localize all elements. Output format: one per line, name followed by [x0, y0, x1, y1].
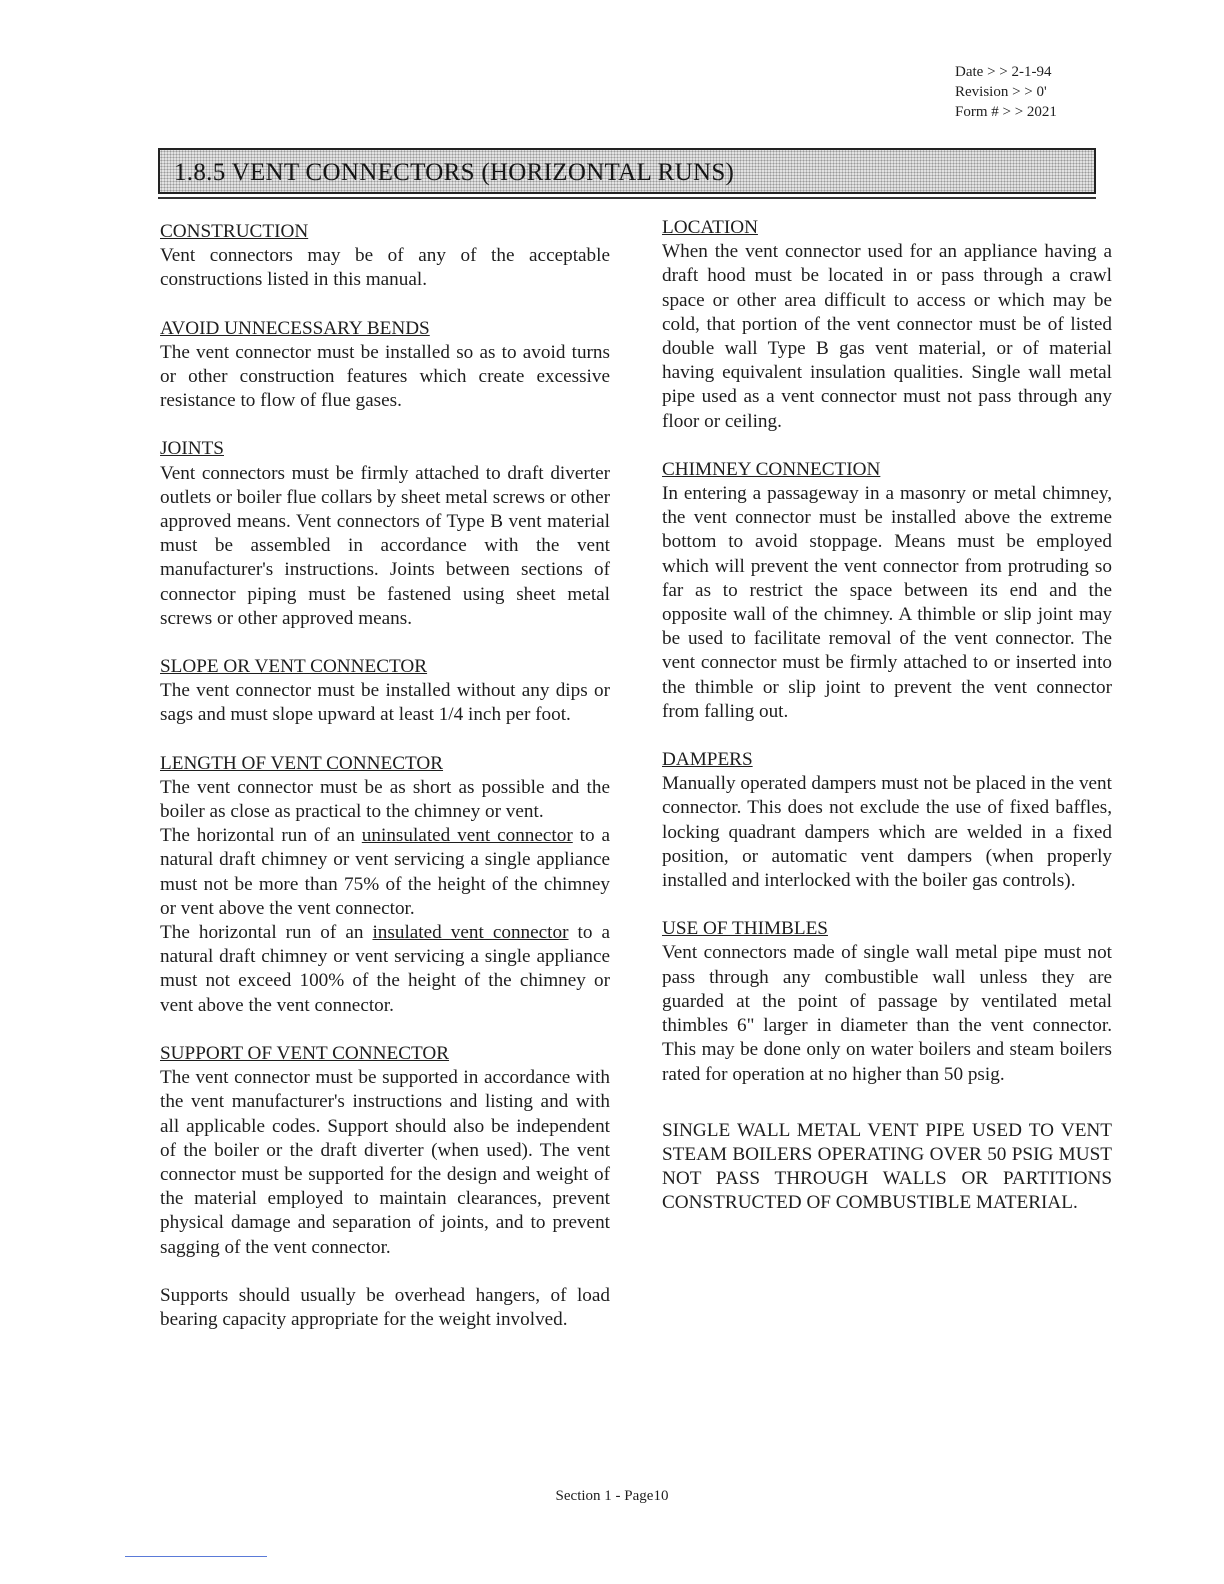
- length-text-3-pre: The horizontal run of an: [160, 922, 373, 944]
- page-footer: Section 1 - Page10: [555, 1488, 669, 1504]
- support-heading: SUPPORT OF VENT CONNECTOR: [160, 1042, 450, 1064]
- length-text-2-post: to a natural draft chimney or vent servicing a single appliance must not be more than 75% of the height of the chimney or vent above the vent connector.: [160, 825, 610, 919]
- length-text-1: The vent connector must be as short as possible and the boiler as close as practical to the chimney or vent.: [160, 776, 610, 823]
- dampers-heading: DAMPERS: [662, 749, 753, 771]
- bends-heading: AVOID UNNECESSARY BENDS: [160, 317, 430, 339]
- length-heading: LENGTH OF VENT CONNECTOR: [160, 752, 444, 774]
- slope-section: [160, 655, 610, 728]
- slope-heading: SLOPE OR VENT CONNECTOR: [160, 656, 428, 678]
- date-line: Date > > 2-1-94: [955, 64, 1052, 80]
- bends-text: The vent connector must be installed so as to avoid turns or other construction features which create excessive resistance to flow of flue gases.: [160, 341, 610, 412]
- support-section: [160, 1042, 610, 1260]
- form-number-line: Form # > > 2021: [955, 104, 1057, 120]
- joints-heading: JOINTS: [160, 438, 224, 460]
- uninsulated-connector-term: uninsulated vent connector: [361, 825, 573, 847]
- construction-heading: CONSTRUCTION: [160, 221, 309, 242]
- chimney-heading: CHIMNEY CONNECTION: [662, 458, 881, 480]
- joints-text: Vent connectors must be firmly attached to draft diverter outlets or boiler flue collars by sheet metal screws or other approved means. Vent connectors of Type B vent material must be assembled in accordance with the vent manufacturer's instructions. Joints between sections of connector piping must be fastened using sheet metal screws or other approved means.: [160, 462, 610, 629]
- warning-text: SINGLE WALL METAL VENT PIPE USED TO VENT STEAM BOILERS OPERATING OVER 50 PSIG MUST NOT PASS THROUGH WALLS OR PARTITIONS CONSTRUCTED OF COMBUSTIBLE MATERIAL.: [662, 1119, 1112, 1214]
- length-section: [160, 752, 610, 1018]
- construction-text: Vent connectors may be of any of the acceptable constructions listed in this manual.: [160, 245, 610, 291]
- length-text-3-post: to a natural draft chimney or vent servicing a single appliance must not exceed 100% of the height of the chimney or vent above the vent connector.: [160, 922, 611, 1016]
- length-text-2: [160, 824, 610, 921]
- location-heading: LOCATION: [662, 217, 758, 238]
- chimney-text: In entering a passageway in a masonry or metal chimney, the vent connector must be installed above the extreme bottom to avoid stoppage. Means must be employed which will prevent the vent connector from protruding so far as to restrict the space between its end and the opposite wall of the chimney. A thimble or slip joint may be used to facilitate removal of the vent connector. The vent connector must be firmly attached to or inserted into the thimble or slip joint to prevent the vent connector from falling out.: [662, 483, 1112, 722]
- document-meta: [955, 62, 1057, 122]
- supports-note-section: [160, 1284, 610, 1332]
- title-underline-rule: [158, 197, 1096, 199]
- bends-section: [160, 317, 610, 414]
- left-column: [160, 220, 610, 1356]
- revision-line: Revision > > 0': [955, 84, 1047, 100]
- dampers-section: [662, 748, 1112, 893]
- section-title: 1.8.5 VENT CONNECTORS (HORIZONTAL RUNS): [174, 159, 735, 186]
- joints-section: [160, 437, 610, 631]
- length-text-3: [160, 921, 610, 1018]
- right-column: [662, 216, 1112, 1240]
- chimney-section: [662, 458, 1112, 724]
- support-text: The vent connector must be supported in accordance with the vent manufacturer's instructions and listing and with all applicable codes. Support should also be independent of the boiler or the draft diverter (when used). The vent connector must be supported for the design and weight of the material employed to maintain clearances, prevent physical damage and separation of joints, and to prevent sagging of the vent connector.: [160, 1067, 610, 1258]
- thimbles-section: [662, 917, 1112, 1086]
- section-title-banner: [158, 148, 1096, 194]
- thimbles-text: Vent connectors made of single wall metal pipe must not pass through any combustible wall unless they are guarded at the point of passage by ventilated metal thimbles 6" larger in diameter than the vent connector. This may be done only on water boilers and steam boilers rated for operation at no higher than 50 psig.: [662, 942, 1112, 1085]
- scan-artifact-line: [125, 1556, 267, 1557]
- length-text-2-pre: The horizontal run of an: [160, 825, 362, 847]
- supports-note-text: Supports should usually be overhead hangers, of load bearing capacity appropriate for the weight involved.: [160, 1284, 610, 1330]
- thimbles-heading: USE OF THIMBLES: [662, 918, 828, 940]
- dampers-text: Manually operated dampers must not be placed in the vent connector. This does not exclude the use of fixed baffles, locking quadrant dampers which are welded in a fixed position, or automatic vent dampers (when properly installed and interlocked with the boiler gas controls).: [662, 773, 1112, 892]
- insulated-connector-term: insulated vent connector: [372, 922, 569, 944]
- location-text: When the vent connector used for an appliance having a draft hood must be located in or pass through a crawl space or other area difficult to access or which may be cold, that portion of the vent connector must be of listed double wall Type B gas vent material, or of material having equivalent insulation qualities. Single wall metal pipe used as a vent connector must not pass through any floor or ceiling.: [662, 241, 1112, 432]
- location-section: [662, 216, 1112, 434]
- construction-section: [160, 220, 610, 293]
- warning-section: [662, 1119, 1112, 1216]
- slope-text: The vent connector must be installed without any dips or sags and must slope upward at least 1/4 inch per foot.: [160, 680, 610, 726]
